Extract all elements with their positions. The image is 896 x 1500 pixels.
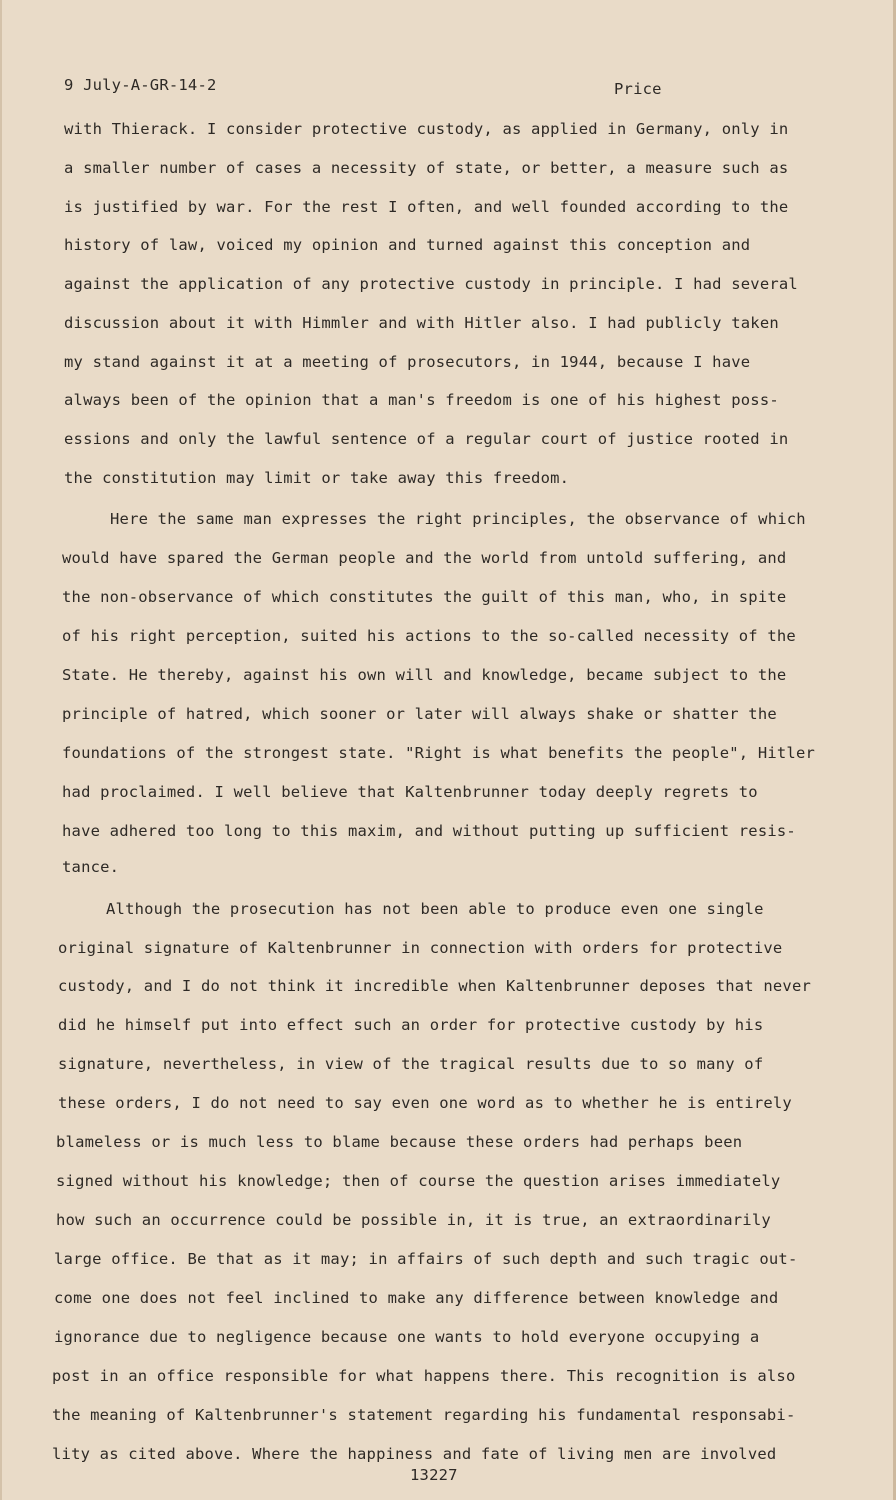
text-line: against the application of any protective custody in principle. I had several — [64, 275, 798, 293]
text-line: have adhered too long to this maxim, and without putting up sufficient resis- — [62, 822, 796, 840]
text-line: did he himself put into effect such an order for protective custody by his — [58, 1016, 764, 1034]
text-line: tance. — [62, 858, 120, 876]
text-line: post in an office responsible for what happens there. This recognition is also — [52, 1367, 796, 1385]
text-line: with Thierack. I consider protective custody, as applied in Germany, only in — [64, 120, 789, 138]
text-line: signed without his knowledge; then of course the question arises immediately — [56, 1172, 781, 1190]
speaker-name: Price — [614, 80, 662, 98]
text-line: these orders, I do not need to say even one word as to whether he is entirely — [58, 1094, 792, 1112]
text-line: principle of hatred, which sooner or later will always shake or shatter the — [62, 705, 777, 723]
text-line: State. He thereby, against his own will and knowledge, became subject to the — [62, 666, 787, 684]
text-line: always been of the opinion that a man's freedom is one of his highest poss- — [64, 391, 779, 409]
text-line: of his right perception, suited his actions to the so-called necessity of the — [62, 627, 796, 645]
text-line: history of law, voiced my opinion and turned against this conception and — [64, 236, 751, 254]
text-line: essions and only the lawful sentence of a regular court of justice rooted in — [64, 430, 789, 448]
text-line: signature, nevertheless, in view of the tragical results due to so many of — [58, 1055, 764, 1073]
paragraph-first-line: Here the same man expresses the right principles, the observance of which — [110, 510, 806, 528]
text-line: come one does not feel inclined to make any difference between knowledge and — [54, 1289, 779, 1307]
text-line: discussion about it with Himmler and with Hitler also. I had publicly taken — [64, 314, 779, 332]
text-line: large office. Be that as it may; in affairs of such depth and such tragic out- — [54, 1250, 798, 1268]
text-line: a smaller number of cases a necessity of state, or better, a measure such as — [64, 159, 789, 177]
text-line: custody, and I do not think it incredible when Kaltenbrunner deposes that never — [58, 977, 812, 995]
paragraph-first-line: Although the prosecution has not been able to produce even one single — [106, 900, 764, 918]
text-line: blameless or is much less to blame because these orders had perhaps been — [56, 1133, 743, 1151]
transcript-reference: 9 July-A-GR-14-2 — [64, 76, 217, 94]
text-line: foundations of the strongest state. "Right is what benefits the people", Hitler — [62, 744, 816, 762]
text-line: the constitution may limit or take away this freedom. — [64, 469, 570, 487]
text-line: my stand against it at a meeting of prosecutors, in 1944, because I have — [64, 353, 751, 371]
text-line: is justified by war. For the rest I often, and well founded according to the — [64, 198, 789, 216]
text-line: how such an occurrence could be possible in, it is true, an extraordinarily — [56, 1211, 771, 1229]
text-line: would have spared the German people and the world from untold suffering, and — [62, 549, 787, 567]
text-line: ignorance due to negligence because one wants to hold everyone occupying a — [54, 1328, 760, 1346]
text-line: original signature of Kaltenbrunner in connection with orders for protective — [58, 939, 783, 957]
page-number: 13227 — [410, 1466, 458, 1484]
text-line: the meaning of Kaltenbrunner's statement regarding his fundamental responsabi- — [52, 1406, 796, 1424]
text-line: the non-observance of which constitutes the guilt of this man, who, in spite — [62, 588, 787, 606]
text-line: lity as cited above. Where the happiness and fate of living men are involved — [52, 1445, 777, 1463]
text-line: had proclaimed. I well believe that Kaltenbrunner today deeply regrets to — [62, 783, 758, 801]
